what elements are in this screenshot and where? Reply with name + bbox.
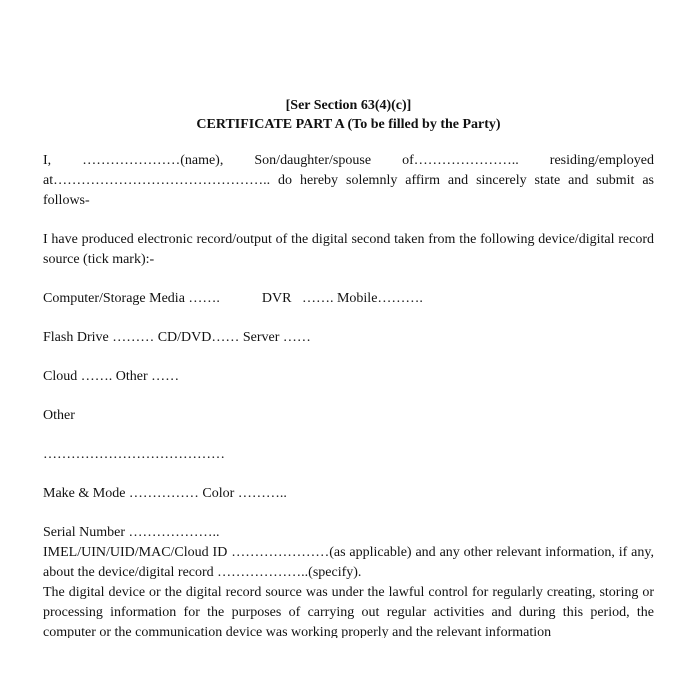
make-model-line: Make & Mode …………… Color ……….. [43,486,287,501]
other-blank-line: ………………………………… [43,447,225,462]
device-options-line-1: Computer/Storage Media ……. DVR ……. Mobile………. [43,291,423,306]
serial-number-line: Serial Number ……………….. [43,525,220,540]
intro-paragraph [43,151,654,211]
intro-word: residing/employed [549,153,654,168]
intro-word: Son/daughter/spouse [254,153,372,168]
intro-line-3: follows- [43,193,90,208]
intro-line-1 [43,151,654,171]
intro-word: …………………(name), [82,153,224,168]
certificate-title: CERTIFICATE PART A (To be filled by the Party) [196,117,501,132]
device-options-line-3: Cloud ……. Other …… [43,369,180,384]
device-id-paragraph: IMEL/UIN/UID/MAC/Cloud ID …………………(as applicable) and any other relevant information, if any, about the device/digital record ………………..(specify). [43,545,654,580]
certificate-document [43,96,654,638]
intro-word: I, [43,153,52,168]
produced-statement: I have produced electronic record/output of the digital second taken from the following device/digital record source (tick mark):- [43,232,654,267]
other-label: Other [43,408,75,423]
section-reference: [Ser Section 63(4)(c)] [285,98,412,113]
device-options-line-2: Flash Drive ……… CD/DVD…… Server …… [43,330,311,345]
intro-word: of………………….. [402,153,519,168]
lawful-control-paragraph: The digital device or the digital record source was under the lawful control for regularly creating, storing or processing information for the purposes of carrying out regular activities and during this period, the computer or the communication device was working properly and the relevant information [43,585,654,638]
intro-line-2: at……………………………………….. do hereby solemnly affirm and sincerely state and submit as [43,173,654,188]
